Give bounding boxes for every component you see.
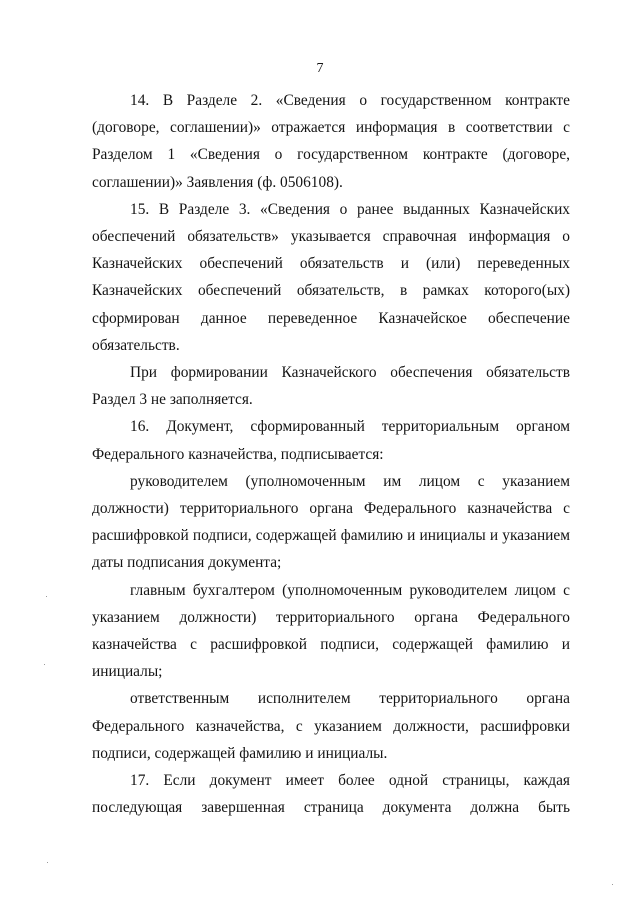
scan-speck — [44, 664, 45, 665]
paragraph-17: 17. Если документ имеет более одной страницы, каждая последующая завершенная страница документа должна быть — [92, 772, 570, 817]
scan-speck — [46, 596, 47, 597]
paragraph-14: 14. В Разделе 2. «Сведения о государственном контракте (договоре, соглашении)» отражается информация в соответствии с Разделом 1 «Сведения о государственном контракте (договоре, соглашении)» Заявления (ф. 0506108). — [92, 92, 570, 191]
paragraph-15: 15. В Разделе 3. «Сведения о ранее выданных Казначейских обеспечений обязательств» указывается справочная информация о Казначейских обеспечений обязательств и (или) переведенных Казначейских обеспечений обязательств, в рамках которого(ых) сформирован данное переведенное Казначейское обеспечение обязательств. — [92, 200, 570, 354]
scan-speck — [612, 884, 613, 885]
paragraph-16: 16. Документ, сформированный территориальным органом Федерального казначейства, подписывается: — [92, 418, 570, 463]
paragraph-15-note: При формировании Казначейского обеспечения обязательств Раздел 3 не заполняется. — [92, 364, 570, 409]
paragraph-16-signer-accountant: главным бухгалтером (уполномоченным руководителем лицом с указанием должности) территориального органа Федерального казначейства с расшифровкой подписи, содержащей фамилию и инициалы; — [92, 581, 570, 681]
paragraph-16-signer-executor: ответственным исполнителем территориального органа Федерального казначейства, с указанием должности, расшифровки подписи, содержащей фамилию и инициалы. — [92, 690, 570, 762]
page-number: 7 — [316, 61, 324, 76]
scan-speck — [47, 862, 48, 863]
paragraph-16-signer-head: руководителем (уполномоченным им лицом с указанием должности) территориального органа Федерального казначейства с расшифровкой подписи, содержащей фамилию и инициалы и указанием даты подписания документа; — [92, 472, 570, 572]
document-body — [92, 87, 570, 821]
